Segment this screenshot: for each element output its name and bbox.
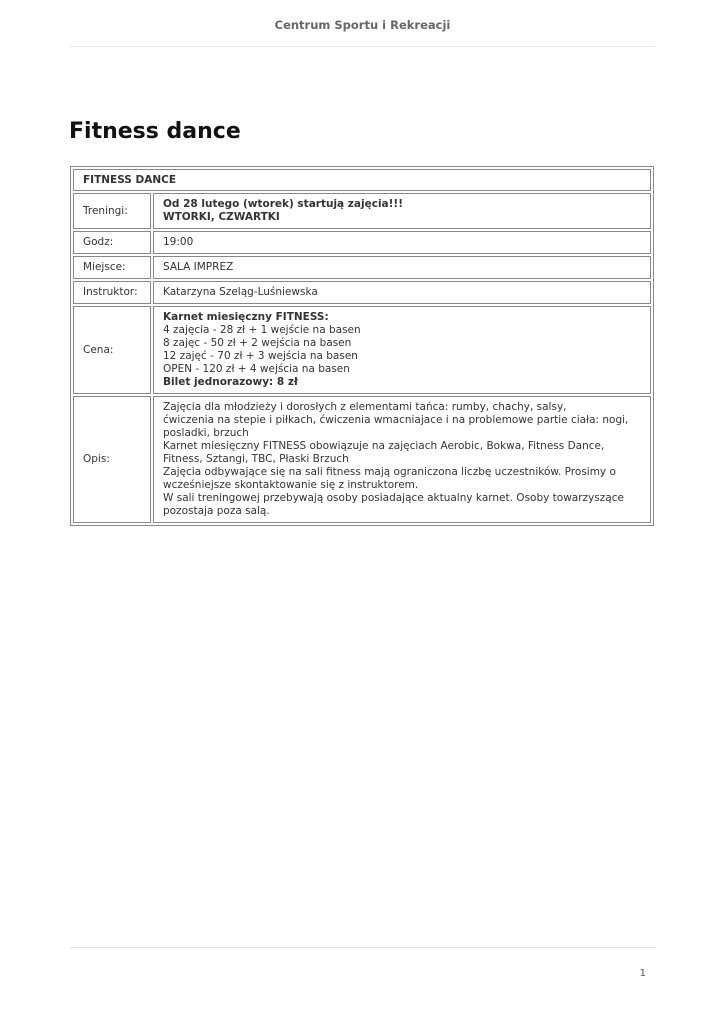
row-value-instruktor: Katarzyna Szeląg-Luśniewska bbox=[153, 281, 651, 304]
table-caption: FITNESS DANCE bbox=[73, 169, 651, 191]
row-label-cena: Cena: bbox=[73, 306, 151, 394]
row-value-cena bbox=[153, 306, 651, 394]
description-line: W sali treningowej przebywają osoby posiadające aktualny karnet. Osoby towarzyszące pozostaja poza salą. bbox=[163, 492, 624, 517]
row-value-miejsce: SALA IMPREZ bbox=[153, 256, 651, 279]
table-row-instruktor bbox=[73, 281, 651, 304]
row-value-godz: 19:00 bbox=[153, 231, 651, 254]
site-name: Centrum Sportu i Rekreacji bbox=[274, 18, 451, 32]
description-line: Zajęcia dla młodzieży i dorosłych z elementami tańca: rumby, chachy, salsy, bbox=[163, 401, 567, 413]
price-line: 12 zajęć - 70 zł + 3 wejścia na basen bbox=[163, 350, 358, 362]
page-footer-divider bbox=[70, 947, 656, 948]
row-value-opis bbox=[153, 396, 651, 523]
table-row-opis bbox=[73, 396, 651, 523]
description-line: Zajęcia odbywające się na sali fitness mają ograniczona liczbę uczestników. Prosimy o wcześniejsze skontaktowanie się z instruktorem. bbox=[163, 466, 616, 491]
table-row-cena bbox=[73, 306, 651, 394]
price-heading: Karnet miesięczny FITNESS: bbox=[163, 311, 329, 323]
row-label-treningi: Treningi: bbox=[73, 193, 151, 229]
page-title: Fitness dance bbox=[69, 119, 241, 144]
table-row-godz bbox=[73, 231, 651, 254]
treningi-days-text: WTORKI, CZWARTKI bbox=[163, 211, 280, 223]
table-row-treningi bbox=[73, 193, 651, 229]
price-line: 8 zajęc - 50 zł + 2 wejścia na basen bbox=[163, 337, 352, 349]
single-ticket-price: Bilet jednorazowy: 8 zł bbox=[163, 376, 298, 388]
page-header bbox=[70, 0, 655, 47]
price-line: 4 zajęcia - 28 zł + 1 wejście na basen bbox=[163, 324, 361, 336]
schedule-table bbox=[70, 166, 654, 526]
table-row-miejsce bbox=[73, 256, 651, 279]
page-number: 1 bbox=[639, 968, 646, 979]
price-line: OPEN - 120 zł + 4 wejścia na basen bbox=[163, 363, 350, 375]
row-label-godz: Godz: bbox=[73, 231, 151, 254]
description-line: ćwiczenia na stepie i piłkach, ćwiczenia wmacniajace i na problemowe partie ciała: nogi, posladki, brzuch bbox=[163, 414, 629, 439]
row-label-miejsce: Miejsce: bbox=[73, 256, 151, 279]
description-line: Karnet miesięczny FITNESS obowiązuje na zajęciach Aerobic, Bokwa, Fitness Dance, Fitness, Sztangi, TBC, Płaski Brzuch bbox=[163, 440, 605, 465]
row-label-instruktor: Instruktor: bbox=[73, 281, 151, 304]
row-label-opis: Opis: bbox=[73, 396, 151, 523]
table-caption-row bbox=[73, 169, 651, 191]
treningi-start-text: Od 28 lutego (wtorek) startują zajęcia!!! bbox=[163, 198, 403, 210]
row-value-treningi bbox=[153, 193, 651, 229]
